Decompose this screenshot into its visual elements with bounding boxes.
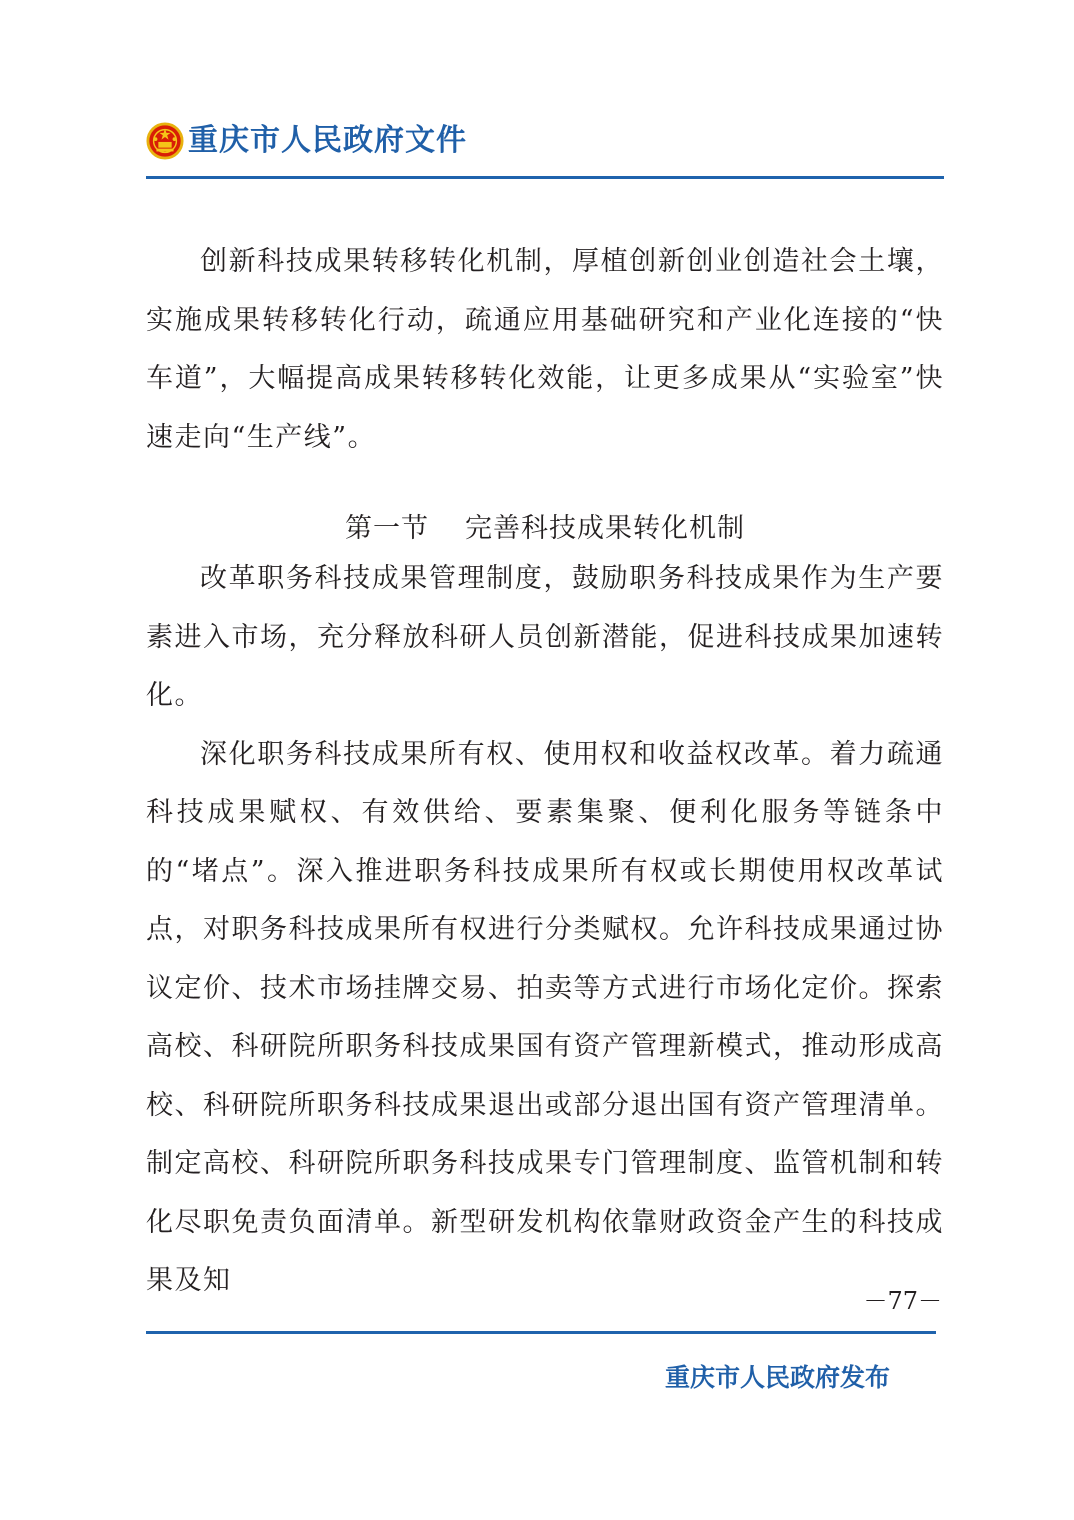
page-number: －77－ — [863, 1287, 942, 1315]
header-rule — [146, 176, 944, 179]
footer-publisher: 重庆市人民政府发布 — [664, 1363, 890, 1392]
document-header — [146, 118, 944, 180]
section-number: 第一节 — [345, 513, 429, 544]
body-paragraph: 深化职务科技成果所有权、使用权和收益权改革。着力疏通科技成果赋权、有效供给、要素集聚、便利化服务等链条中的“堵点”。深入推进职务科技成果所有权或长期使用权改革试点，对职务科技成果所有权进行分类赋权。允许科技成果通过协议定价、技术市场挂牌交易、拍卖等方式进行市场化定价。探索高校、科研院所职务科技成果国有资产管理新模式，推动形成高校、科研院所职务科技成果退出或部分退出国有资产管理清单。制定高校、科研院所职务科技成果专门管理制度、监管机制和转化尽职免责负面清单。新型研发机构依靠财政资金产生的科技成果及知 — [146, 738, 944, 1296]
body-paragraph: 改革职务科技成果管理制度，鼓励职务科技成果作为生产要素进入市场，充分释放科研人员创新潜能，促进科技成果加速转化。 — [146, 563, 944, 711]
footer-rule — [146, 1331, 936, 1334]
header-title: 重庆市人民政府文件 — [188, 123, 467, 158]
section-title: 完善科技成果转化机制 — [465, 513, 745, 544]
intro-paragraph: 创新科技成果转移转化机制，厚植创新创业创造社会土壤，实施成果转移转化行动，疏通应用基础研究和产业化连接的“快车道”，大幅提高成果转移转化效能，让更多成果从“实验室”快速走向“生产线”。 — [146, 246, 944, 453]
document-body — [146, 233, 944, 1311]
national-emblem-icon — [146, 122, 184, 160]
